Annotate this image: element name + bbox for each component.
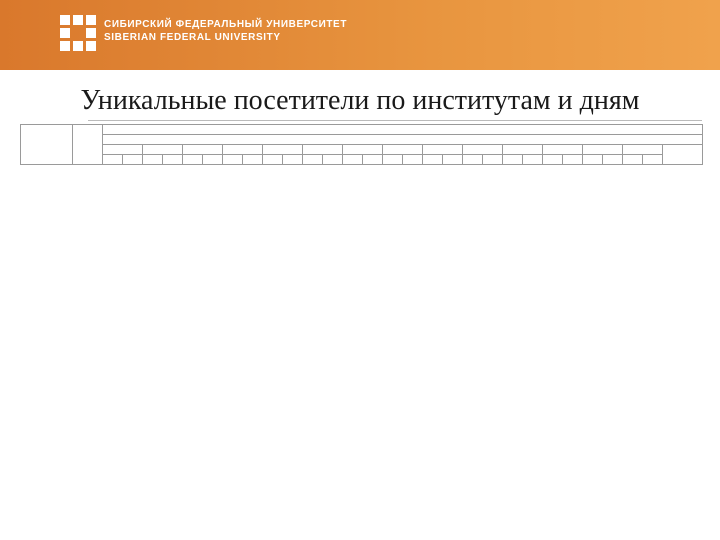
sub-column-header <box>543 155 563 165</box>
title-divider <box>88 120 702 121</box>
sub-column-header <box>523 155 543 165</box>
institute-column-header <box>183 145 223 155</box>
university-name-ru: СИБИРСКИЙ ФЕДЕРАЛЬНЫЙ УНИВЕРСИТЕТ <box>104 19 348 30</box>
university-name-en: SIBERIAN FEDERAL UNIVERSITY <box>104 32 281 43</box>
banner-decorative-glyphs <box>400 2 720 68</box>
sub-column-header <box>503 155 523 165</box>
institute-column-header <box>583 145 623 155</box>
sub-column-header <box>463 155 483 165</box>
sub-column-header <box>263 155 283 165</box>
date-column-header <box>21 125 73 165</box>
sub-column-header <box>183 155 203 165</box>
sub-column-header <box>603 155 623 165</box>
sub-column-header <box>623 155 643 165</box>
institute-column-header <box>383 145 423 155</box>
sub-column-header <box>163 155 183 165</box>
sub-column-header <box>423 155 443 165</box>
sub-column-header <box>323 155 343 165</box>
university-logo <box>60 15 96 51</box>
institute-column-header <box>263 145 303 155</box>
sub-column-header <box>223 155 243 165</box>
institute-column-header <box>623 145 663 155</box>
institute-column-header <box>223 145 263 155</box>
sub-column-header <box>643 155 663 165</box>
institute-column-header <box>343 145 383 155</box>
sub-column-header <box>283 155 303 165</box>
sub-column-header <box>143 155 163 165</box>
institute-column-header <box>543 145 583 155</box>
visitors-table <box>20 124 702 520</box>
university-name <box>104 18 347 44</box>
sub-column-header <box>203 155 223 165</box>
sub-column-header <box>443 155 463 165</box>
institute-column-header <box>143 145 183 155</box>
sub-column-header <box>483 155 503 165</box>
sub-column-header <box>403 155 423 165</box>
sub-column-header <box>583 155 603 165</box>
institute-subheader <box>103 135 703 145</box>
sub-column-header <box>343 155 363 165</box>
sub-column-header <box>103 155 123 165</box>
slide-title: Уникальные посетители по институтам и дням <box>80 85 640 116</box>
institute-column-header <box>463 145 503 155</box>
total-count-column-header <box>73 125 103 165</box>
sub-column-header <box>563 155 583 165</box>
institute-column-header <box>303 145 343 155</box>
institute-group-header <box>103 125 703 135</box>
total-column-header <box>663 145 703 165</box>
sub-column-header <box>243 155 263 165</box>
header-banner <box>0 0 720 70</box>
institute-column-header <box>503 145 543 155</box>
sub-column-header <box>363 155 383 165</box>
institute-column-header <box>423 145 463 155</box>
sub-column-header <box>383 155 403 165</box>
sub-column-header <box>303 155 323 165</box>
institute-column-header <box>103 145 143 155</box>
sub-column-header <box>123 155 143 165</box>
